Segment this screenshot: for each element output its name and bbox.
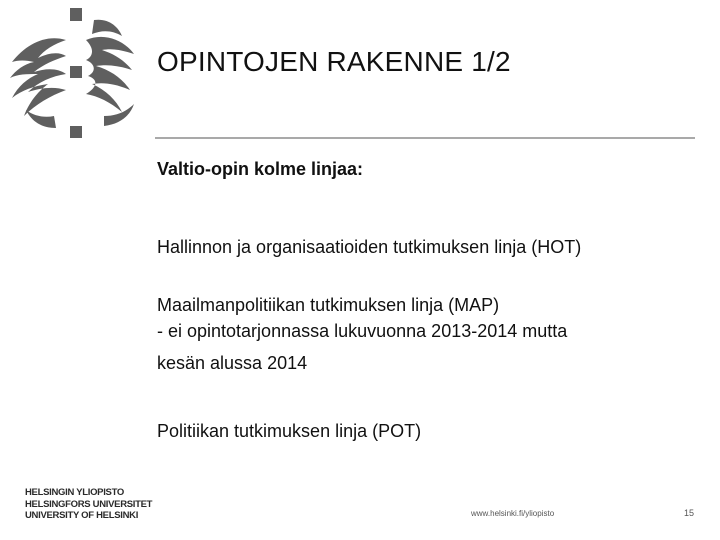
- university-name-block: [25, 487, 152, 522]
- slide-subtitle: Valtio-opin kolme linjaa:: [157, 159, 364, 179]
- university-name-en: UNIVERSITY OF HELSINKI: [25, 510, 139, 521]
- list-item-text: Maailmanpolitiikan tutkimuksen linja (MAP): [157, 295, 500, 315]
- slide-title: OPINTOJEN RAKENNE 1/2: [157, 46, 511, 77]
- list-item-note: kesän alussa 2014: [157, 353, 308, 373]
- footer-url: www.helsinki.fi/yliopisto: [471, 509, 555, 518]
- university-name-fi: HELSINGIN YLIOPISTO: [25, 487, 124, 498]
- list-item: [157, 418, 421, 444]
- list-item-text: Hallinnon ja organisaatioiden tutkimuksen linja (HOT): [157, 237, 582, 257]
- list-item: [157, 234, 581, 260]
- title-divider: [155, 137, 695, 139]
- university-name-sv: HELSINGFORS UNIVERSITET: [25, 498, 153, 510]
- list-item-text: Politiikan tutkimuksen linja (POT): [157, 421, 422, 441]
- list-item: [157, 292, 567, 376]
- list-item-note: - ei opintotarjonnassa lukuvuonna 2013-2014 mutta: [157, 321, 568, 341]
- page-number: 15: [684, 508, 695, 518]
- university-flame-logo-icon: [4, 4, 154, 144]
